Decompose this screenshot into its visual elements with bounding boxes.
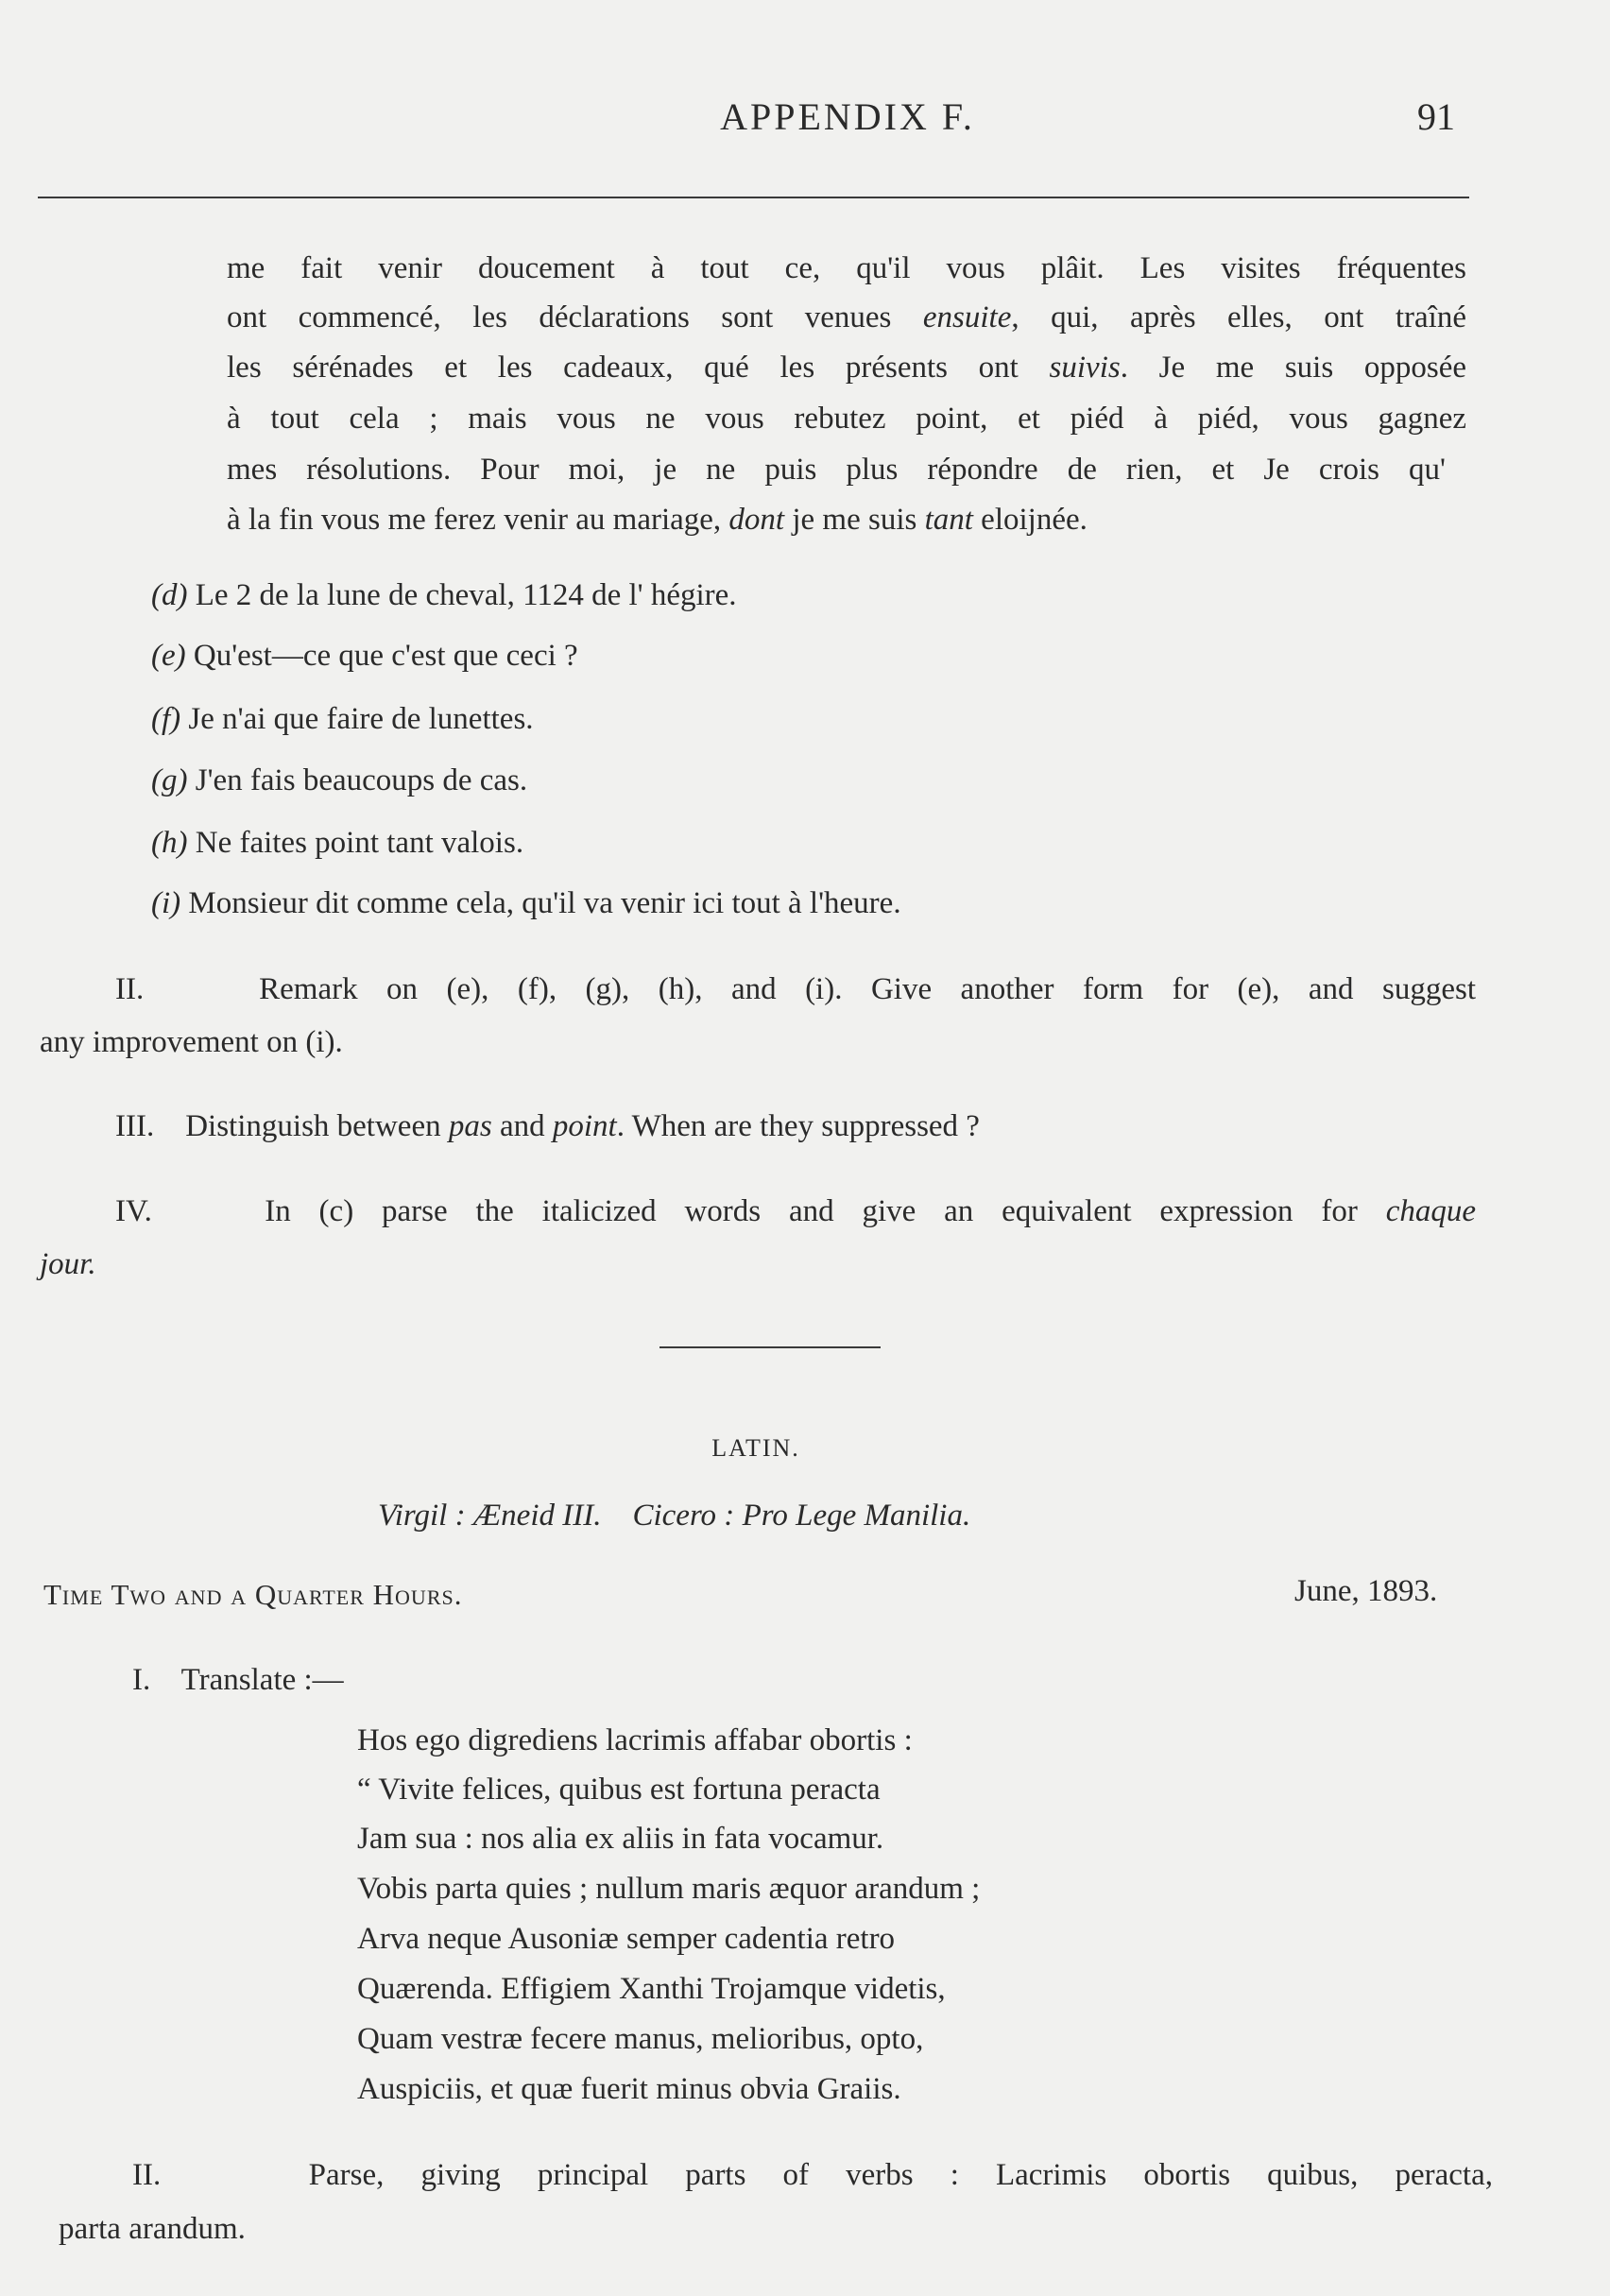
italic-word: ensuite: [922, 300, 1012, 334]
item-label: (d): [151, 578, 188, 612]
question-numeral: I.: [132, 1663, 151, 1697]
paragraph-line: me fait venir doucement à tout ce, qu'il vous plâit. Les visites fréquentes: [227, 251, 1466, 285]
verse-line: Jam sua : nos alia ex aliis in fata vocamur.: [357, 1822, 884, 1856]
page-title: APPENDIX F.: [720, 95, 975, 138]
exam-date: June, 1893.: [1294, 1574, 1438, 1608]
time-allowed: Time Two and a Quarter Hours.: [43, 1578, 463, 1611]
list-item: [151, 580, 737, 611]
paragraph-line: à tout cela ; mais vous ne vous rebutez point, et piéd à piéd, vous gagnez: [227, 402, 1466, 436]
question-line: jour.: [40, 1247, 96, 1281]
italic-word: suivis: [1049, 351, 1121, 385]
question-numeral: IV.: [115, 1194, 152, 1228]
italic-word: chaque: [1385, 1194, 1476, 1228]
question-line: IV. In (c) parse the italicized words and give an equivalent expression for chaque: [115, 1194, 1476, 1228]
paragraph-line: mes résolutions. Pour moi, je ne puis plus répondre de rien, et Je crois qu': [227, 453, 1446, 487]
latin-question-1: I. Translate :—: [132, 1663, 344, 1697]
item-label: (f): [151, 702, 181, 736]
section-heading: LATIN.: [711, 1434, 800, 1462]
verse-line: Auspiciis, et quæ fuerit minus obvia Graiis.: [357, 2072, 901, 2106]
list-item: [151, 765, 527, 797]
italic-word: dont: [728, 503, 785, 537]
question-numeral: II.: [132, 2158, 162, 2192]
header-rule: [38, 197, 1469, 198]
section-divider: [659, 1346, 881, 1348]
question-numeral: III.: [115, 1109, 155, 1143]
list-item: [151, 888, 901, 919]
verse-line: Quærenda. Effigiem Xanthi Trojamque videtis,: [357, 1972, 946, 2006]
verse-line: “ Vivite felices, quibus est fortuna peracta: [357, 1773, 881, 1807]
item-text: Je n'ai que faire de lunettes.: [188, 702, 534, 736]
paragraph-line: les sérénades et les cadeaux, qué les présents ont suivis. Je me suis opposée: [227, 351, 1466, 385]
item-label: (i): [151, 886, 181, 920]
question-line: any improvement on (i).: [40, 1025, 343, 1059]
question-line: parta arandum.: [59, 2212, 246, 2246]
question-line: II. Remark on (e), (f), (g), (h), and (i). Give another form for (e), and suggest: [115, 972, 1477, 1006]
question-3: III. Distinguish between pas and point. When are they suppressed ?: [115, 1109, 980, 1143]
verse-line: Quam vestræ fecere manus, melioribus, opto,: [357, 2022, 924, 2056]
paragraph-line: à la fin vous me ferez venir au mariage, dont je me suis tant eloijnée.: [227, 503, 1088, 537]
authors-line: Virgil : Æneid III. Cicero : Pro Lege Manilia.: [378, 1499, 971, 1533]
item-text: Monsieur dit comme cela, qu'il va venir ici tout à l'heure.: [188, 886, 901, 920]
italic-word: tant: [924, 503, 973, 537]
item-text: Qu'est—ce que c'est que ceci ?: [193, 639, 578, 673]
question-numeral: II.: [115, 972, 145, 1006]
item-text: Le 2 de la lune de cheval, 1124 de l' hégire.: [195, 578, 737, 612]
verse-line: Arva neque Ausoniæ semper cadentia retro: [357, 1922, 896, 1956]
italic-word: pas: [448, 1109, 492, 1143]
item-text: Ne faites point tant valois.: [195, 826, 524, 860]
question-line: II. Parse, giving principal parts of verbs : Lacrimis obortis quibus, peracta,: [132, 2158, 1493, 2192]
list-item: [151, 641, 578, 672]
page-number: 91: [1417, 95, 1455, 138]
item-label: (g): [151, 763, 188, 797]
italic-word: point: [552, 1109, 617, 1143]
list-item: [151, 704, 534, 735]
item-text: J'en fais beaucoups de cas.: [195, 763, 528, 797]
verse-line: Vobis parta quies ; nullum maris æquor arandum ;: [357, 1872, 981, 1906]
item-label: (h): [151, 826, 188, 860]
paragraph-line: ont commencé, les déclarations sont venues ensuite, qui, après elles, ont traîné: [227, 300, 1466, 334]
verse-line: Hos ego digrediens lacrimis affabar obortis :: [357, 1723, 913, 1757]
list-item: [151, 828, 523, 859]
item-label: (e): [151, 639, 186, 673]
